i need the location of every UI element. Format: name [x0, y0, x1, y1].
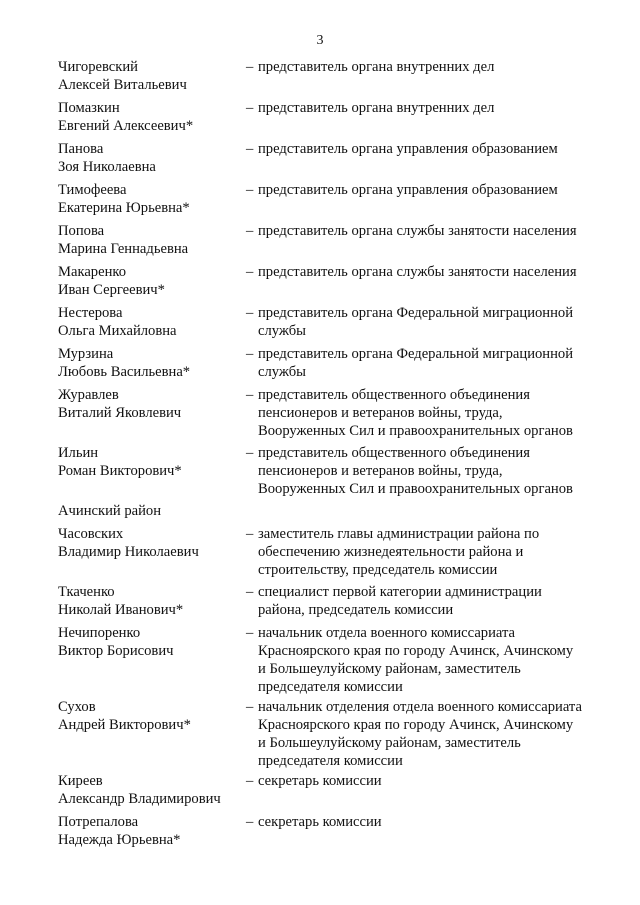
- member-name: [58, 181, 246, 217]
- member-role-line: представитель органа управления образованием: [258, 182, 558, 198]
- member-surname: Ткаченко: [58, 584, 115, 600]
- member-role: [246, 304, 618, 340]
- member-entry: [58, 583, 618, 619]
- member-surname: Потрепалова: [58, 814, 139, 830]
- member-role: [246, 181, 618, 217]
- dash-separator: –: [246, 305, 254, 321]
- member-surname: Мурзина: [58, 346, 114, 362]
- member-role-line: пенсионеров и ветеранов войны, труда,: [258, 463, 503, 479]
- member-role: [246, 386, 618, 440]
- member-role: [246, 624, 618, 696]
- member-role-line: Красноярского края по городу Ачинск, Ачинскому: [258, 717, 574, 733]
- member-role: [246, 263, 618, 299]
- member-role-line: представитель органа Федеральной миграционной: [258, 305, 574, 321]
- member-role-line: строительству, председатель комиссии: [258, 562, 498, 578]
- member-role-line: представитель органа службы занятости населения: [258, 264, 577, 280]
- member-given-names: Виталий Яковлевич: [58, 405, 182, 421]
- member-role-line: представитель общественного объединения: [258, 445, 530, 461]
- member-role-line: и Большеулуйскому районам, заместитель: [258, 661, 521, 677]
- member-surname: Нечипоренко: [58, 625, 141, 641]
- member-surname: Киреев: [58, 773, 103, 789]
- dash-separator: –: [246, 182, 254, 198]
- member-entry: [58, 698, 618, 770]
- member-surname: Сухов: [58, 699, 96, 715]
- member-given-names: Иван Сергеевич*: [58, 282, 165, 298]
- member-surname: Чигоревский: [58, 59, 138, 75]
- member-name: [58, 698, 246, 770]
- member-name: [58, 99, 246, 135]
- member-given-names: Виктор Борисович: [58, 643, 174, 659]
- member-role-line: района, председатель комиссии: [258, 602, 454, 618]
- member-entry: [58, 140, 618, 176]
- dash-separator: –: [246, 773, 254, 789]
- member-role-line: службы: [258, 364, 306, 380]
- member-role: [246, 583, 618, 619]
- member-role: [246, 222, 618, 258]
- dash-separator: –: [246, 100, 254, 116]
- member-entry: [58, 263, 618, 299]
- member-role-line: представитель общественного объединения: [258, 387, 530, 403]
- dash-separator: –: [246, 445, 254, 461]
- section-heading: Ачинский район: [58, 503, 162, 519]
- member-given-names: Роман Викторович*: [58, 463, 182, 479]
- member-surname: Тимофеева: [58, 182, 127, 198]
- member-given-names: Зоя Николаевна: [58, 159, 156, 175]
- dash-separator: –: [246, 387, 254, 403]
- member-given-names: Николай Иванович*: [58, 602, 184, 618]
- dash-separator: –: [246, 699, 254, 715]
- member-given-names: Ольга Михайловна: [58, 323, 177, 339]
- dash-separator: –: [246, 584, 254, 600]
- member-role: [246, 99, 618, 135]
- member-role: [246, 345, 618, 381]
- member-name: [58, 304, 246, 340]
- dash-separator: –: [246, 814, 254, 830]
- member-name: [58, 444, 246, 498]
- page-number: 3: [316, 33, 324, 48]
- member-given-names: Андрей Викторович*: [58, 717, 191, 733]
- member-role-line: заместитель главы администрации района по: [258, 526, 540, 542]
- member-name: [58, 386, 246, 440]
- member-surname: Панова: [58, 141, 104, 157]
- member-given-names: Марина Геннадьевна: [58, 241, 189, 257]
- member-entry: [58, 222, 618, 258]
- member-role-line: председателя комиссии: [258, 753, 403, 769]
- member-entry: [58, 58, 618, 94]
- member-name: [58, 525, 246, 579]
- member-given-names: Александр Владимирович: [58, 791, 221, 807]
- member-name: [58, 813, 246, 849]
- member-role-line: представитель органа управления образованием: [258, 141, 558, 157]
- member-surname: Журавлев: [58, 387, 119, 403]
- member-surname: Нестерова: [58, 305, 123, 321]
- member-entry: [58, 345, 618, 381]
- member-role-line: службы: [258, 323, 306, 339]
- member-name: [58, 222, 246, 258]
- dash-separator: –: [246, 625, 254, 641]
- dash-separator: –: [246, 59, 254, 75]
- member-name: [58, 263, 246, 299]
- member-role: [246, 772, 618, 808]
- member-role-line: специалист первой категории администрации: [258, 584, 542, 600]
- member-role-line: начальник отделения отдела военного комиссариата: [258, 699, 582, 715]
- member-entry: [58, 525, 618, 579]
- member-given-names: Екатерина Юрьевна*: [58, 200, 190, 216]
- member-entry: [58, 772, 618, 808]
- member-role-line: и Большеулуйскому районам, заместитель: [258, 735, 521, 751]
- member-given-names: Надежда Юрьевна*: [58, 832, 181, 848]
- member-name: [58, 140, 246, 176]
- member-role-line: Вооруженных Сил и правоохранительных органов: [258, 423, 573, 439]
- member-role: [246, 813, 618, 849]
- member-given-names: Любовь Васильевна*: [58, 364, 191, 380]
- member-role-line: представитель органа внутренних дел: [258, 100, 495, 116]
- member-role-line: обеспечению жизнедеятельности района и: [258, 544, 524, 560]
- member-entry: [58, 624, 618, 696]
- member-name: [58, 345, 246, 381]
- member-role-line: Вооруженных Сил и правоохранительных органов: [258, 481, 573, 497]
- member-surname: Помазкин: [58, 100, 120, 116]
- member-role: [246, 525, 618, 579]
- member-given-names: Евгений Алексеевич*: [58, 118, 194, 134]
- dash-separator: –: [246, 223, 254, 239]
- member-given-names: Владимир Николаевич: [58, 544, 199, 560]
- member-role-line: секретарь комиссии: [258, 814, 382, 830]
- member-name: [58, 624, 246, 696]
- member-entry: [58, 99, 618, 135]
- dash-separator: –: [246, 141, 254, 157]
- member-surname: Ильин: [58, 445, 99, 461]
- member-entry: [58, 386, 618, 440]
- member-role-line: председателя комиссии: [258, 679, 403, 695]
- member-role-line: пенсионеров и ветеранов войны, труда,: [258, 405, 503, 421]
- dash-separator: –: [246, 526, 254, 542]
- member-role: [246, 698, 618, 770]
- member-entry: [58, 444, 618, 498]
- member-entry: [58, 304, 618, 340]
- dash-separator: –: [246, 346, 254, 362]
- member-role: [246, 444, 618, 498]
- member-name: [58, 58, 246, 94]
- member-surname: Часовских: [58, 526, 124, 542]
- member-entry: [58, 181, 618, 217]
- member-role-line: начальник отдела военного комиссариата: [258, 625, 516, 641]
- dash-separator: –: [246, 264, 254, 280]
- member-role-line: секретарь комиссии: [258, 773, 382, 789]
- member-role-line: представитель органа Федеральной миграционной: [258, 346, 574, 362]
- member-name: [58, 772, 246, 808]
- member-role: [246, 58, 618, 94]
- member-role-line: Красноярского края по городу Ачинск, Ачинскому: [258, 643, 574, 659]
- member-given-names: Алексей Витальевич: [58, 77, 187, 93]
- member-surname: Макаренко: [58, 264, 127, 280]
- member-role-line: представитель органа внутренних дел: [258, 59, 495, 75]
- member-surname: Попова: [58, 223, 105, 239]
- member-name: [58, 583, 246, 619]
- member-entry: [58, 813, 618, 849]
- member-role-line: представитель органа службы занятости населения: [258, 223, 577, 239]
- member-role: [246, 140, 618, 176]
